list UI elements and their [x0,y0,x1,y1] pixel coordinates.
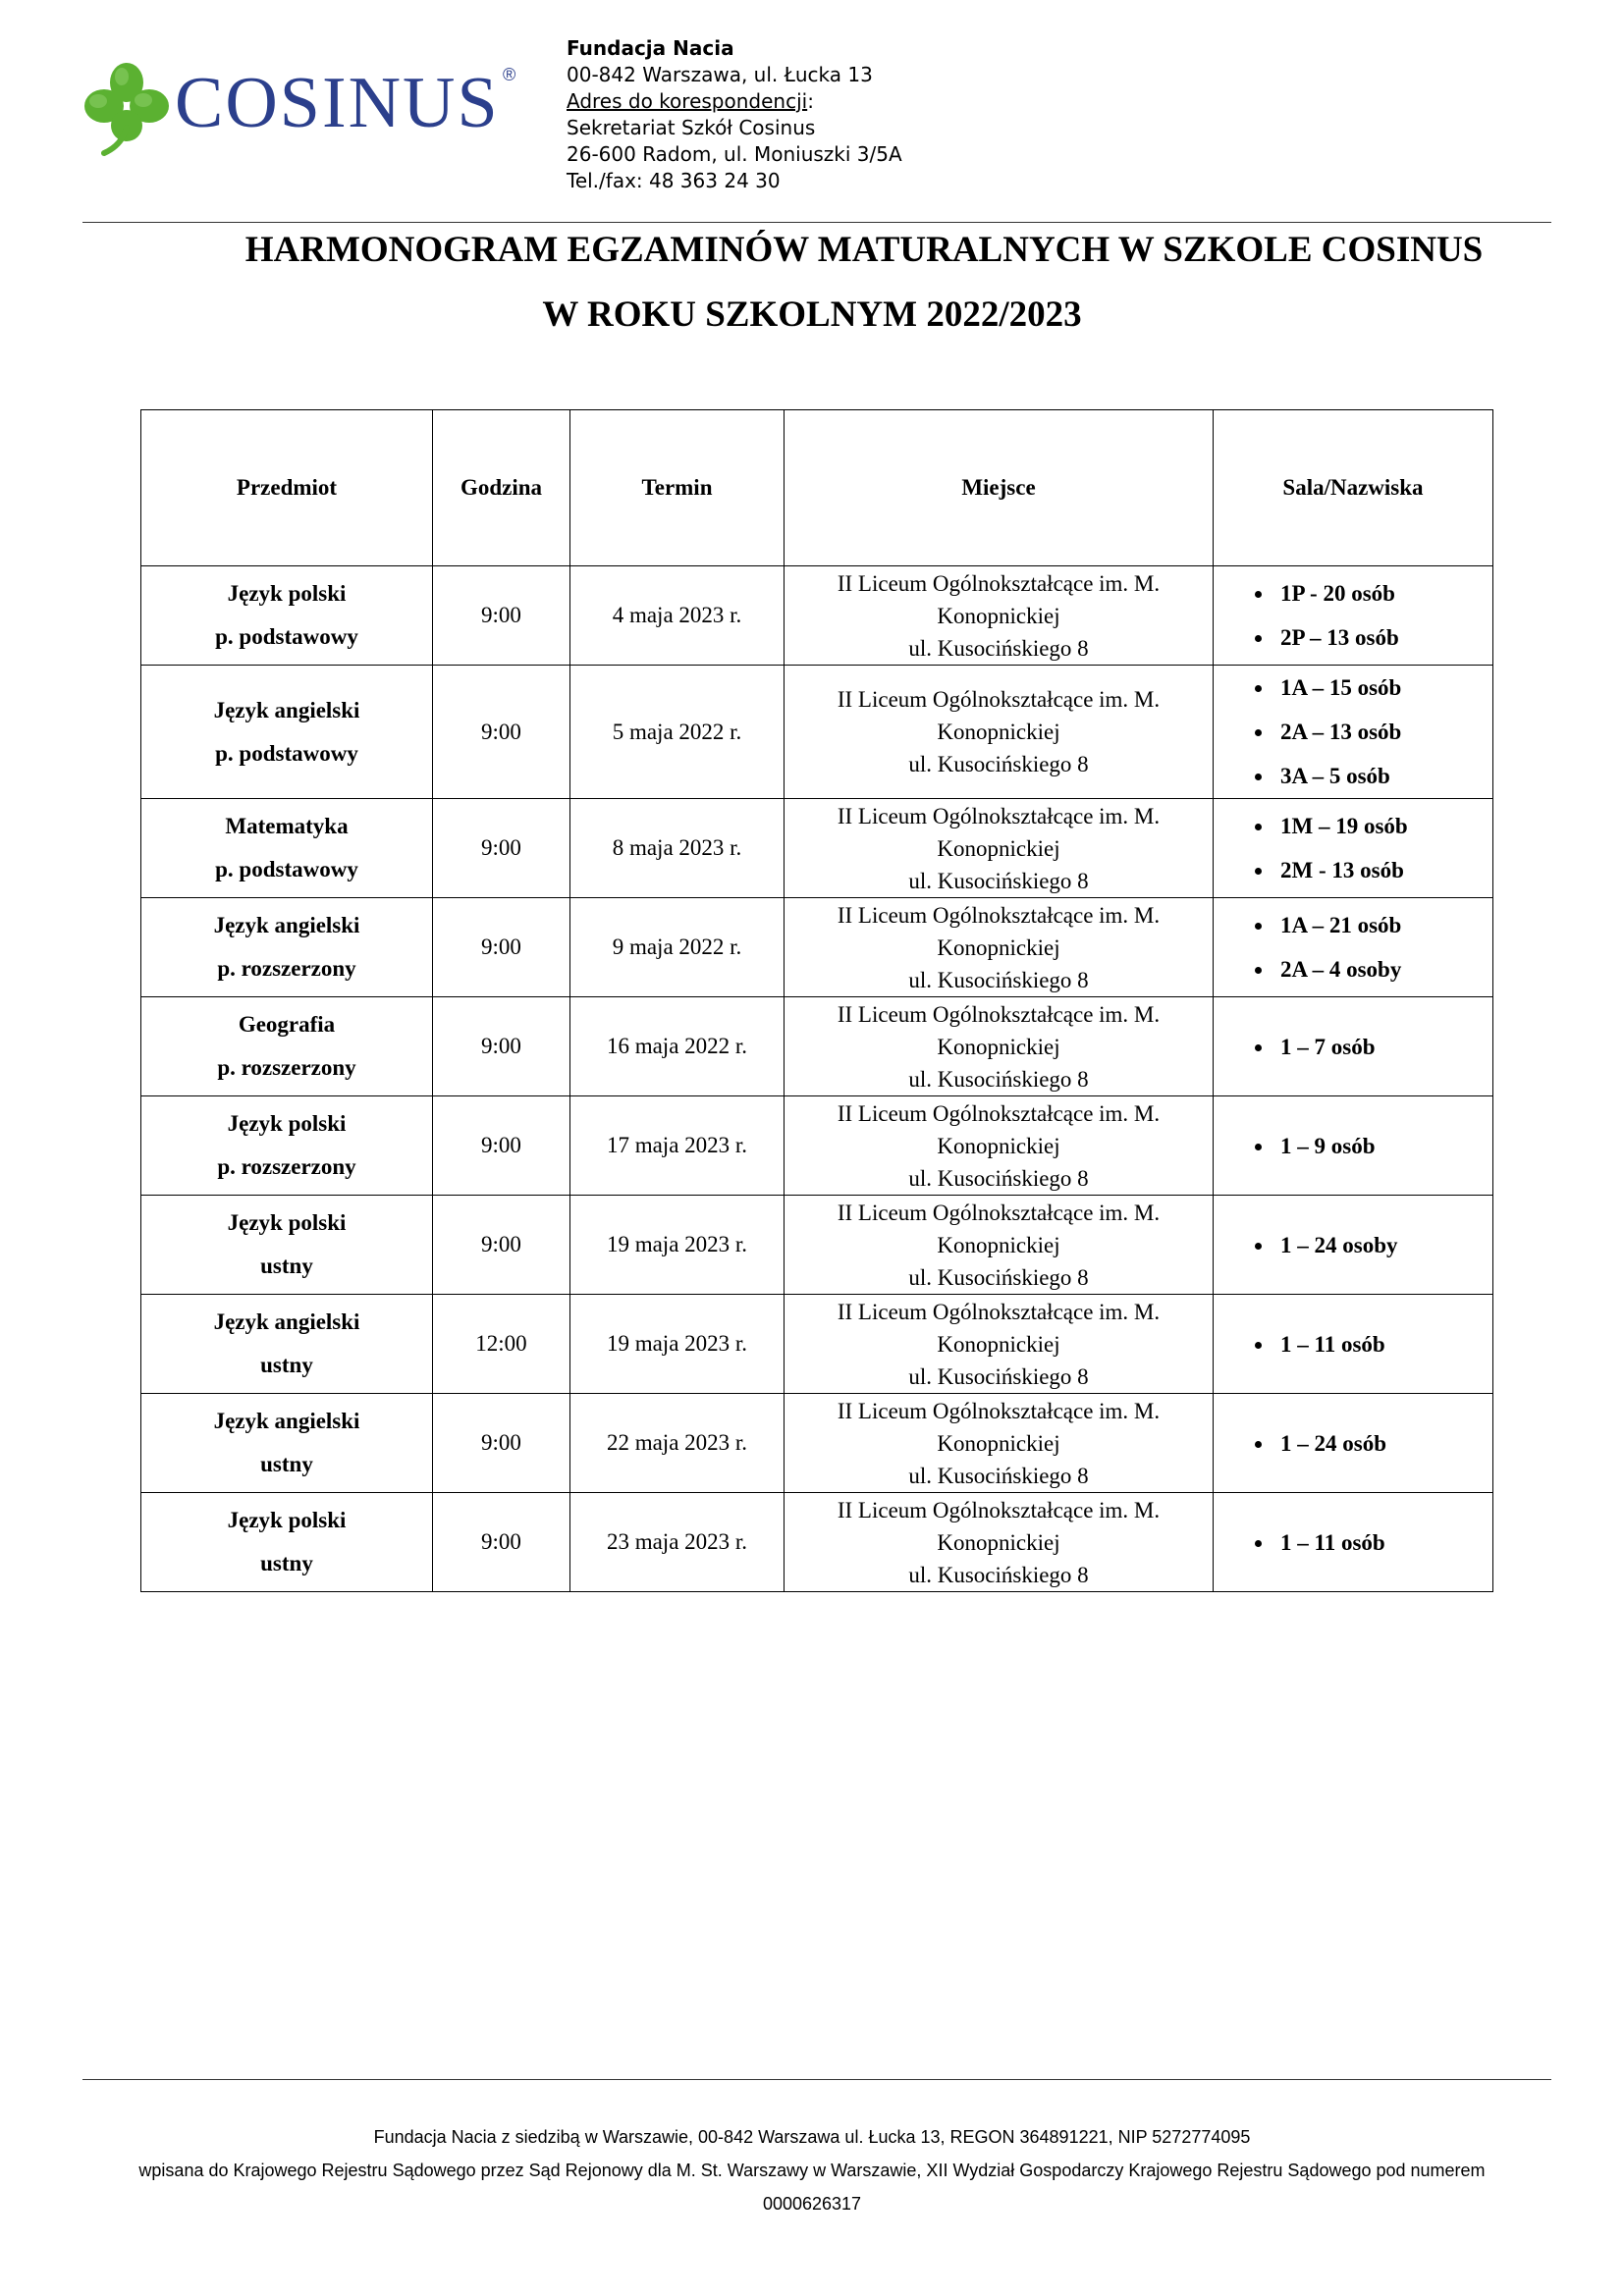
cell-rooms [1214,1196,1493,1295]
cell-rooms [1214,1295,1493,1394]
place-line-1: II Liceum Ogólnokształcące im. M. [837,570,1161,596]
place-line-1: II Liceum Ogólnokształcące im. M. [837,687,1161,712]
logo-wordmark: COSINUS [175,63,500,143]
org-name: Fundacja Nacia [567,36,734,60]
cell-date: 19 maja 2023 r. [570,1295,785,1394]
page-title: HARMONOGRAM EGZAMINÓW MATURALNYCH W SZKOLE COSINUS [244,230,1484,270]
cell-date: 4 maja 2023 r. [570,566,785,666]
cell-time: 9:00 [433,898,570,997]
subject-level: p. podstawowy [215,740,358,766]
room-item: • 1 – 24 osób [1274,1421,1492,1466]
header-divider [82,222,1551,223]
subject-name: Język angielski [213,1409,360,1433]
cell-time: 9:00 [433,1096,570,1196]
cell-date: 23 maja 2023 r. [570,1493,785,1592]
place-line-2: Konopnickiej [937,1034,1060,1059]
room-item: • 1 – 11 osób [1274,1521,1492,1565]
place-line-3: ul. Kusocińskiego 8 [908,1165,1089,1191]
cell-subject [141,1394,433,1493]
table-row [141,1295,1493,1394]
table-row [141,1096,1493,1196]
correspondence-address: 26-600 Radom, ul. Moniuszki 3/5A [567,142,902,166]
subject-level: ustny [260,1254,313,1278]
cell-rooms [1214,666,1493,799]
cell-time: 9:00 [433,997,570,1096]
cell-time: 9:00 [433,1394,570,1493]
rooms-list [1214,571,1492,660]
place-line-1: II Liceum Ogólnokształcące im. M. [837,1398,1161,1423]
cell-subject [141,566,433,666]
cell-subject [141,1493,433,1592]
cell-subject [141,997,433,1096]
org-phone: Tel./fax: 48 363 24 30 [567,169,781,192]
place-line-3: ul. Kusocińskiego 8 [908,752,1089,776]
cell-time: 9:00 [433,799,570,898]
table-row [141,997,1493,1096]
room-item: • 1 – 11 osób [1274,1322,1492,1366]
place-line-3: ul. Kusocińskiego 8 [908,1363,1089,1389]
place-line-1: II Liceum Ogólnokształcące im. M. [837,1497,1161,1522]
room-item: • 1A – 21 osób [1274,903,1492,947]
cell-date: 16 maja 2022 r. [570,997,785,1096]
room-item: • 1A – 15 osób [1274,666,1492,710]
table-row [141,1394,1493,1493]
exam-schedule-table [140,409,1493,1592]
column-header-rooms: Sala/Nazwiska [1214,410,1493,566]
cell-place [785,898,1214,997]
rooms-list [1214,1124,1492,1168]
cell-rooms [1214,799,1493,898]
cell-date: 8 maja 2023 r. [570,799,785,898]
cell-time: 9:00 [433,1493,570,1592]
place-line-3: ul. Kusocińskiego 8 [908,1264,1089,1290]
place-line-3: ul. Kusocińskiego 8 [908,1562,1089,1587]
table-row [141,1196,1493,1295]
rooms-list [1214,1025,1492,1069]
page-subtitle: W ROKU SZKOLNYM 2022/2023 [542,294,1082,335]
cell-date: 5 maja 2022 r. [570,666,785,799]
place-line-2: Konopnickiej [937,1529,1060,1555]
column-header-date: Termin [570,410,785,566]
cell-date: 9 maja 2022 r. [570,898,785,997]
cell-time: 9:00 [433,1196,570,1295]
cell-place [785,566,1214,666]
subject-name: Język angielski [213,913,360,937]
subject-level: p. podstawowy [215,857,358,881]
place-line-2: Konopnickiej [937,603,1060,628]
place-line-3: ul. Kusocińskiego 8 [908,1066,1089,1092]
place-line-1: II Liceum Ogólnokształcące im. M. [837,1299,1161,1324]
subject-name: Język polski [227,1508,347,1532]
footer-line-3: 0000626317 [762,2194,862,2214]
room-item: • 2P – 13 osób [1274,615,1492,660]
subject-name: Język polski [227,1111,347,1136]
place-line-3: ul. Kusocińskiego 8 [908,635,1089,661]
cell-rooms [1214,898,1493,997]
organization-info [567,35,902,194]
table-row [141,799,1493,898]
rooms-list [1214,804,1492,892]
table-row [141,898,1493,997]
place-line-2: Konopnickiej [937,835,1060,861]
rooms-list [1214,903,1492,991]
room-item: • 2M - 13 osób [1274,848,1492,892]
place-line-2: Konopnickiej [937,720,1060,744]
org-address: 00-842 Warszawa, ul. Łucka 13 [567,63,873,86]
place-line-2: Konopnickiej [937,1430,1060,1456]
footer-divider [82,2079,1551,2080]
subject-name: Matematyka [225,814,349,838]
correspondence-colon: : [807,89,814,113]
table-row [141,566,1493,666]
place-line-1: II Liceum Ogólnokształcące im. M. [837,1001,1161,1027]
table-header-row [141,410,1493,566]
rooms-list [1214,666,1492,798]
room-item: • 2A – 4 osoby [1274,947,1492,991]
room-item: • 1 – 24 osoby [1274,1223,1492,1267]
cell-time: 12:00 [433,1295,570,1394]
correspondence-label: Adres do korespondencji [567,89,808,113]
cell-date: 17 maja 2023 r. [570,1096,785,1196]
cell-place [785,1196,1214,1295]
subject-level: p. rozszerzony [217,1055,356,1080]
place-line-2: Konopnickiej [937,934,1060,960]
cell-place [785,1394,1214,1493]
room-item: • 2A – 13 osób [1274,710,1492,754]
column-header-time: Godzina [433,410,570,566]
subject-level: ustny [260,1452,313,1476]
cell-subject [141,1096,433,1196]
subject-name: Język polski [227,1210,347,1235]
room-item: • 1P - 20 osób [1274,571,1492,615]
cell-time: 9:00 [433,666,570,799]
rooms-list [1214,1223,1492,1267]
cell-place [785,666,1214,799]
cell-date: 22 maja 2023 r. [570,1394,785,1493]
cell-rooms [1214,1096,1493,1196]
subject-level: p. rozszerzony [217,956,356,981]
footer-line-1: Fundacja Nacia z siedzibą w Warszawie, 00-842 Warszawa ul. Łucka 13, REGON 364891221, NIP 5272774095 [373,2127,1251,2147]
subject-level: p. podstawowy [215,624,358,649]
clover-logo-icon [82,59,171,157]
room-item: • 3A – 5 osób [1274,754,1492,798]
room-item: • 1M – 19 osób [1274,804,1492,848]
cell-time: 9:00 [433,566,570,666]
cell-rooms [1214,1493,1493,1592]
place-line-3: ul. Kusocińskiego 8 [908,1463,1089,1488]
place-line-1: II Liceum Ogólnokształcące im. M. [837,803,1161,828]
subject-level: p. rozszerzony [217,1154,356,1179]
rooms-list [1214,1322,1492,1366]
subject-level: ustny [260,1551,313,1575]
footer-line-2: wpisana do Krajowego Rejestru Sądowego przez Sąd Rejonowy dla M. St. Warszawy w Warszawie, XII Wydział Gospodarczy Krajowego Rejestru Sądowego pod numerem [138,2161,1486,2180]
rooms-list [1214,1521,1492,1565]
room-item: • 1 – 9 osób [1274,1124,1492,1168]
cell-place [785,1096,1214,1196]
subject-name: Język polski [227,581,347,606]
cell-place [785,1295,1214,1394]
room-item: • 1 – 7 osób [1274,1025,1492,1069]
cell-rooms [1214,566,1493,666]
place-line-1: II Liceum Ogólnokształcące im. M. [837,1100,1161,1126]
cell-subject [141,799,433,898]
footer [0,2120,1624,2220]
cell-place [785,997,1214,1096]
place-line-1: II Liceum Ogólnokształcące im. M. [837,1200,1161,1225]
cell-place [785,799,1214,898]
column-header-subject: Przedmiot [141,410,433,566]
place-line-1: II Liceum Ogólnokształcące im. M. [837,902,1161,928]
cell-subject [141,1295,433,1394]
place-line-3: ul. Kusocińskiego 8 [908,967,1089,992]
cell-rooms [1214,1394,1493,1493]
rooms-list [1214,1421,1492,1466]
place-line-2: Konopnickiej [937,1331,1060,1357]
correspondence-name: Sekretariat Szkół Cosinus [567,116,816,139]
column-header-place: Miejsce [785,410,1214,566]
subject-name: Geografia [238,1012,336,1037]
place-line-3: ul. Kusocińskiego 8 [908,868,1089,893]
cell-subject [141,898,433,997]
correspondence-label-line [567,88,902,115]
subject-name: Język angielski [213,1309,360,1334]
cell-subject [141,666,433,799]
table-row [141,666,1493,799]
cell-rooms [1214,997,1493,1096]
cell-place [785,1493,1214,1592]
registered-mark-icon: ® [503,65,516,84]
place-line-2: Konopnickiej [937,1133,1060,1158]
table-row [141,1493,1493,1592]
cell-date: 19 maja 2023 r. [570,1196,785,1295]
subject-name: Język angielski [213,697,360,722]
place-line-2: Konopnickiej [937,1232,1060,1257]
cell-subject [141,1196,433,1295]
subject-level: ustny [260,1353,313,1377]
